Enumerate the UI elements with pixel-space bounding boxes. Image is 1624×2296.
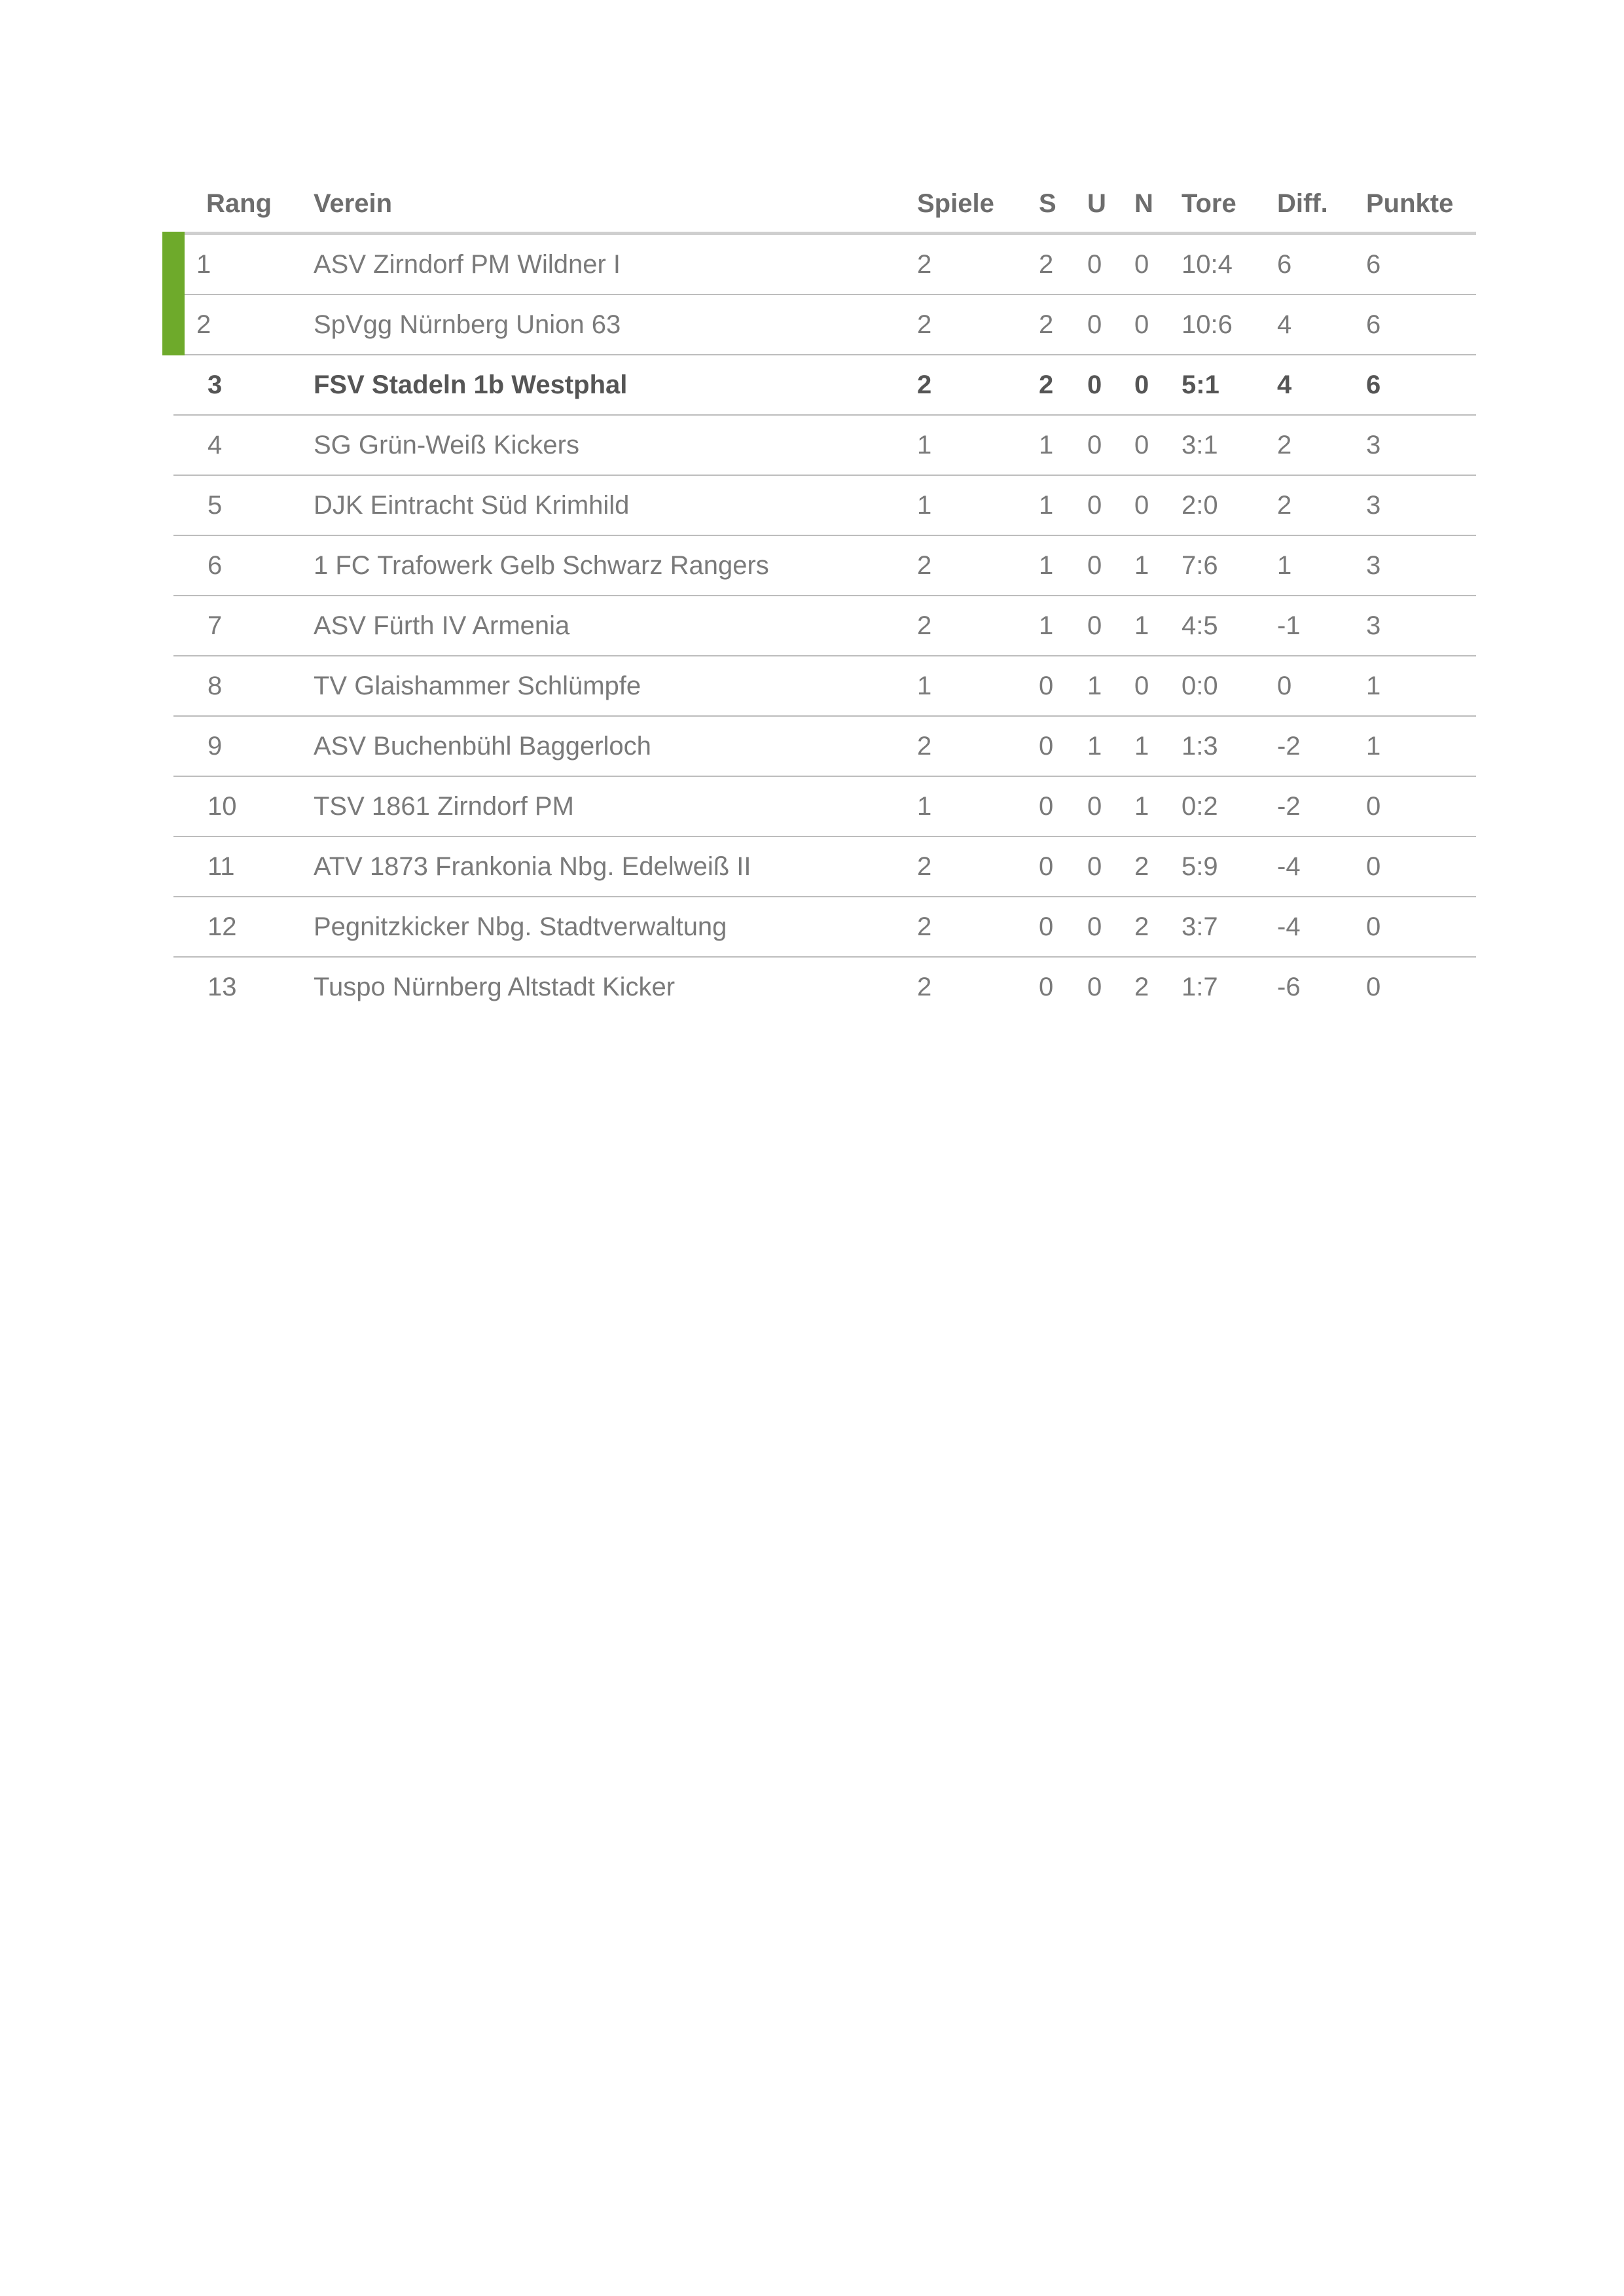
diff-cell: 2 bbox=[1277, 475, 1366, 535]
rank-cell: 7 bbox=[173, 596, 314, 656]
goals-cell: 2:0 bbox=[1182, 475, 1277, 535]
losses-cell: 0 bbox=[1134, 355, 1182, 415]
points-cell: 3 bbox=[1366, 596, 1476, 656]
header-losses[interactable]: N bbox=[1134, 175, 1182, 234]
games-cell: 1 bbox=[917, 475, 1039, 535]
wins-cell: 2 bbox=[1039, 295, 1087, 355]
table-row[interactable] bbox=[173, 897, 1476, 957]
wins-cell: 0 bbox=[1039, 776, 1087, 836]
games-cell: 1 bbox=[917, 656, 1039, 716]
goals-cell: 1:3 bbox=[1182, 716, 1277, 776]
goals-cell: 7:6 bbox=[1182, 535, 1277, 596]
club-link[interactable]: ATV 1873 Frankonia Nbg. Edelweiß II bbox=[314, 836, 917, 897]
club-link[interactable]: ASV Zirndorf PM Wildner I bbox=[314, 234, 917, 295]
points-cell: 3 bbox=[1366, 475, 1476, 535]
games-cell: 2 bbox=[917, 972, 932, 1001]
goals-cell: 5:1 bbox=[1182, 355, 1277, 415]
draws-cell: 0 bbox=[1087, 415, 1134, 475]
header-wins[interactable]: S bbox=[1039, 175, 1087, 234]
games-cell: 1 bbox=[917, 776, 1039, 836]
losses-cell: 1 bbox=[1134, 596, 1182, 656]
draws-cell: 0 bbox=[1087, 972, 1102, 1001]
games-cell: 2 bbox=[917, 295, 1039, 355]
club-link[interactable]: DJK Eintracht Süd Krimhild bbox=[314, 475, 917, 535]
table-row-highlighted[interactable] bbox=[173, 355, 1476, 415]
wins-cell: 2 bbox=[1039, 234, 1087, 295]
games-cell: 2 bbox=[917, 716, 1039, 776]
diff-cell: 0 bbox=[1277, 656, 1366, 716]
rank-cell: 3 bbox=[173, 355, 314, 415]
rank-cell: 5 bbox=[173, 475, 314, 535]
club-link[interactable]: FSV Stadeln 1b Westphal bbox=[314, 355, 917, 415]
draws-cell: 1 bbox=[1087, 716, 1134, 776]
goals-cell: 5:9 bbox=[1182, 836, 1277, 897]
losses-cell: 0 bbox=[1134, 415, 1182, 475]
draws-cell: 0 bbox=[1087, 776, 1134, 836]
points-cell: 0 bbox=[1366, 897, 1476, 957]
header-club[interactable]: Verein bbox=[314, 175, 917, 234]
header-points[interactable]: Punkte bbox=[1366, 175, 1476, 234]
table-row[interactable] bbox=[173, 234, 1476, 295]
rank-cell: 10 bbox=[173, 776, 314, 836]
header-draws[interactable]: U bbox=[1087, 175, 1134, 234]
standings-table bbox=[162, 175, 1476, 1016]
diff-cell: 2 bbox=[1277, 415, 1366, 475]
losses-cell: 0 bbox=[1134, 656, 1182, 716]
wins-cell: 1 bbox=[1039, 596, 1087, 656]
rank-cell: 4 bbox=[173, 415, 314, 475]
wins-cell: 0 bbox=[1039, 972, 1054, 1001]
diff-cell: -2 bbox=[1277, 776, 1366, 836]
points-cell: 3 bbox=[1366, 535, 1476, 596]
games-cell: 2 bbox=[917, 836, 1039, 897]
table-row[interactable] bbox=[173, 716, 1476, 776]
rank-cell: 11 bbox=[173, 836, 314, 897]
games-cell: 2 bbox=[917, 355, 1039, 415]
diff-cell: -2 bbox=[1277, 716, 1366, 776]
draws-cell: 0 bbox=[1087, 295, 1134, 355]
rank-cell: 2 bbox=[173, 295, 314, 355]
draws-cell: 0 bbox=[1087, 596, 1134, 656]
club-link[interactable]: TV Glaishammer Schlümpfe bbox=[314, 656, 917, 716]
header-row bbox=[173, 175, 1476, 234]
rank-cell: 9 bbox=[173, 716, 314, 776]
table-row[interactable] bbox=[173, 415, 1476, 475]
table-row[interactable] bbox=[173, 656, 1476, 716]
draws-cell: 1 bbox=[1087, 656, 1134, 716]
goals-cell: 0:0 bbox=[1182, 656, 1277, 716]
goals-cell: 0:2 bbox=[1182, 776, 1277, 836]
wins-cell: 1 bbox=[1039, 535, 1087, 596]
wins-cell: 2 bbox=[1039, 355, 1087, 415]
diff-cell: -4 bbox=[1277, 836, 1366, 897]
points-cell: 6 bbox=[1366, 355, 1476, 415]
goals-cell: 3:1 bbox=[1182, 415, 1277, 475]
draws-cell: 0 bbox=[1087, 897, 1134, 957]
games-cell: 2 bbox=[917, 897, 1039, 957]
goals-cell: 10:6 bbox=[1182, 295, 1277, 355]
points-cell: 1 bbox=[1366, 716, 1476, 776]
draws-cell: 0 bbox=[1087, 234, 1134, 295]
club-link[interactable]: ASV Buchenbühl Baggerloch bbox=[314, 716, 917, 776]
wins-cell: 0 bbox=[1039, 656, 1087, 716]
games-cell: 2 bbox=[917, 596, 1039, 656]
losses-cell: 0 bbox=[1134, 295, 1182, 355]
club-link[interactable]: Pegnitzkicker Nbg. Stadtverwaltung bbox=[314, 897, 917, 957]
points-cell: 0 bbox=[1366, 836, 1476, 897]
wins-cell: 1 bbox=[1039, 475, 1087, 535]
points-cell: 6 bbox=[1366, 295, 1476, 355]
losses-cell: 2 bbox=[1134, 897, 1182, 957]
games-cell: 1 bbox=[917, 415, 1039, 475]
points-cell: 0 bbox=[1366, 776, 1476, 836]
rank-cell: 12 bbox=[173, 897, 314, 957]
diff-cell: -4 bbox=[1277, 897, 1366, 957]
header-rank[interactable]: Rang bbox=[173, 175, 314, 234]
club-link[interactable]: ASV Fürth IV Armenia bbox=[314, 596, 917, 656]
diff-cell: -1 bbox=[1277, 596, 1366, 656]
club-link[interactable]: SpVgg Nürnberg Union 63 bbox=[314, 295, 917, 355]
losses-cell: 1 bbox=[1134, 716, 1182, 776]
games-cell: 2 bbox=[917, 535, 1039, 596]
goals-cell: 3:7 bbox=[1182, 897, 1277, 957]
goals-cell: 4:5 bbox=[1182, 596, 1277, 656]
diff-cell: 4 bbox=[1277, 295, 1366, 355]
draws-cell: 0 bbox=[1087, 836, 1134, 897]
losses-cell: 2 bbox=[1134, 836, 1182, 897]
diff-cell: 4 bbox=[1277, 355, 1366, 415]
diff-cell: 6 bbox=[1277, 234, 1366, 295]
header-diff[interactable]: Diff. bbox=[1277, 175, 1366, 234]
losses-cell: 1 bbox=[1134, 535, 1182, 596]
wins-cell: 0 bbox=[1039, 897, 1087, 957]
points-cell: 0 bbox=[1366, 972, 1381, 1001]
header-games[interactable]: Spiele bbox=[917, 175, 1039, 234]
rank-cell: 6 bbox=[173, 535, 314, 596]
diff-cell: -6 bbox=[1277, 972, 1301, 1001]
club-link[interactable]: TSV 1861 Zirndorf PM bbox=[314, 776, 917, 836]
losses-cell: 0 bbox=[1134, 234, 1182, 295]
club-link[interactable]: 1 FC Trafowerk Gelb Schwarz Rangers bbox=[314, 535, 917, 596]
table-row[interactable] bbox=[173, 836, 1476, 897]
draws-cell: 0 bbox=[1087, 355, 1134, 415]
club-link[interactable]: Tuspo Nürnberg Altstadt Kicker bbox=[314, 972, 676, 1001]
header-goals[interactable]: Tore bbox=[1182, 175, 1277, 234]
rank-cell: 13 bbox=[208, 972, 237, 1001]
losses-cell: 2 bbox=[1134, 972, 1149, 1001]
table-row[interactable] bbox=[173, 535, 1476, 596]
goals-cell: 10:4 bbox=[1182, 234, 1277, 295]
draws-cell: 0 bbox=[1087, 475, 1134, 535]
rank-cell: 1 bbox=[173, 234, 314, 295]
draws-cell: 0 bbox=[1087, 535, 1134, 596]
wins-cell: 1 bbox=[1039, 415, 1087, 475]
goals-cell: 1:7 bbox=[1182, 972, 1218, 1001]
points-cell: 3 bbox=[1366, 415, 1476, 475]
wins-cell: 0 bbox=[1039, 716, 1087, 776]
losses-cell: 1 bbox=[1134, 776, 1182, 836]
points-cell: 6 bbox=[1366, 234, 1476, 295]
diff-cell: 1 bbox=[1277, 535, 1366, 596]
table-row[interactable] bbox=[173, 596, 1476, 656]
table-row[interactable] bbox=[173, 957, 1476, 1016]
table-row[interactable] bbox=[173, 776, 1476, 836]
losses-cell: 0 bbox=[1134, 475, 1182, 535]
table-row[interactable] bbox=[173, 295, 1476, 355]
points-cell: 1 bbox=[1366, 656, 1476, 716]
games-cell: 2 bbox=[917, 234, 1039, 295]
table-row[interactable] bbox=[173, 475, 1476, 535]
wins-cell: 0 bbox=[1039, 836, 1087, 897]
club-link[interactable]: SG Grün-Weiß Kickers bbox=[314, 415, 917, 475]
rank-cell: 8 bbox=[173, 656, 314, 716]
